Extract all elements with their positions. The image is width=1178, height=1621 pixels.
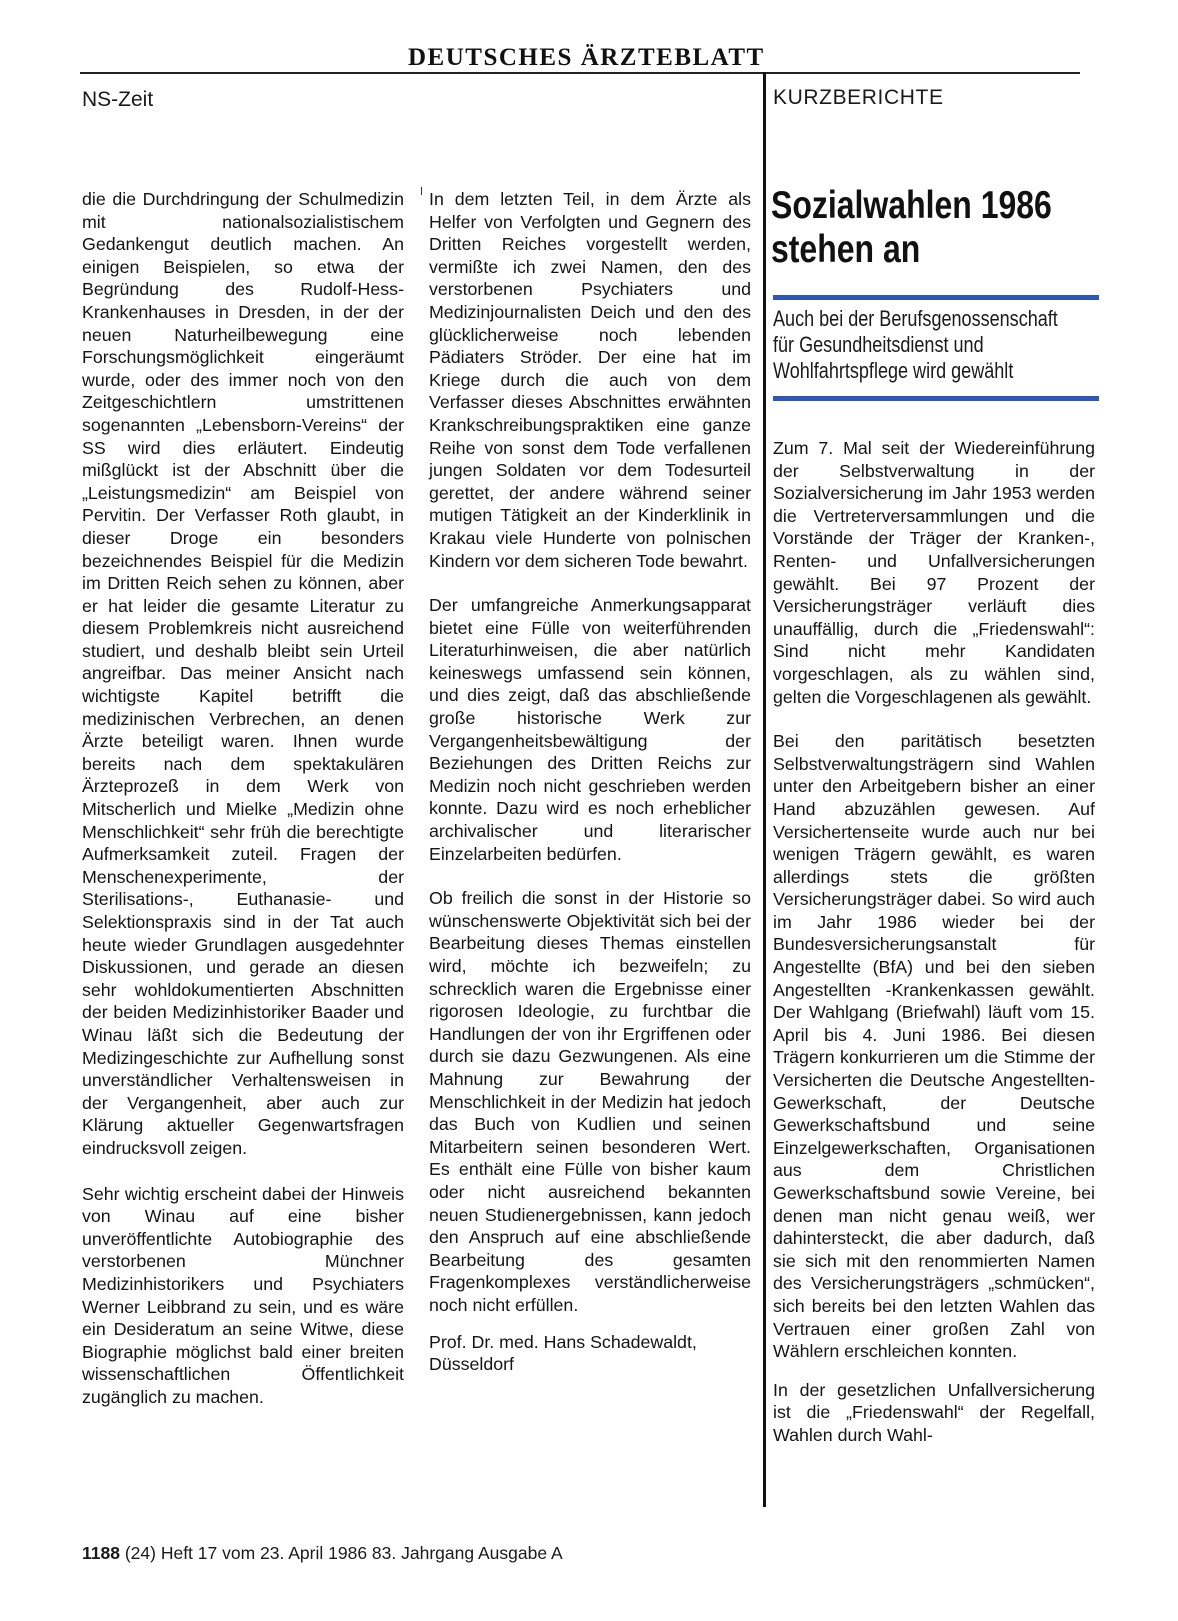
section-label-right: KURZBERICHTE	[773, 86, 944, 109]
headline-rule-top	[773, 295, 1099, 300]
column-3	[773, 437, 1095, 1469]
author-city: Düsseldorf	[429, 1354, 514, 1375]
paragraph: Bei den paritätisch besetzten Selbstverwaltungsträgern sind Wahlen unter den Arbeitgebern bisher an einer Hand abzuzählen gewesen. Auf Versichertenseite wurde auch nur bei wenigen Trägern gewählt, es waren allerdings stets die größten Versicherungsträger dabei. So wird auch im Jahr 1986 wieder bei der Bundesversicherungsanstalt für Angestellte (BfA) und bei den sieben Angestellten -Krankenkassen gewählt. Der Wahlgang (Briefwahl) läuft vom 15. April bis 4. Juni 1986. Bei diesen Trägern konkurrieren um die Stimme der Versicherten die Deutsche Angestellten-Gewerkschaft, der Deutsche Gewerkschaftsbund und seine Einzelgewerkschaften, Organisationen aus dem Christlichen Gewerkschaftsbund sowie Vereine, bei denen man nicht genau weiß, wer dahintersteckt, die aber dadurch, daß sie sich mit den renommierten Namen des Versicherungsträgers „schmücken“, sich bereits bei den letzten Wahlen das Vertrauen einer großen Zahl von Wählern erschleichen konnten.	[773, 731, 1095, 1362]
paragraph: In dem letzten Teil, in dem Ärzte als Helfer von Verfolgten und Gegnern des Dritten Reiches vorgestellt werden, vermißte ich zwei Namen, den des verstorbenen Psychiaters und Medizinjournalisten Deich und den des glücklicherweise noch lebenden Pädiaters Ströder. Der eine hat im Kriege durch die auch von dem Verfasser dieses Abschnittes erwähnten Krankschreibungspraktiken eine ganze Reihe von sonst dem Tode verfallenen jungen Soldaten vor dem Todesurteil gerettet, der andere während seiner mutigen Tätigkeit an der Kinderklinik in Krakau viele Hunderte von polnischen Kindern vor dem sicheren Tode bewahrt.	[429, 189, 751, 571]
column-divider-tick	[421, 187, 422, 195]
page-footer	[82, 1543, 563, 1564]
deck-line: Wohlfahrtspflege wird gewählt	[773, 358, 1014, 383]
paragraph: die die Durchdringung der Schulmedizin mit nationalsozialistischem Gedankengut deutlich machen. An einigen Beispielen, so etwa der Begründung des Rudolf-Hess-Krankenhauses in Dresden, in der der neuen Naturheilbewegung eine Forschungsmöglichkeit eingeräumt wurde, oder des immer noch von den Zeitgeschichtlern umstrittenen sogenannten „Lebensborn-Vereins“ der SS wird dies erläutert. Eindeutig mißglückt ist der Abschnitt über die „Leistungsmedizin“ am Beispiel von Pervitin. Der Verfasser Roth glaubt, in dieser Droge ein besonders bezeichnendes Beispiel für die Medizin im Dritten Reich sehen zu können, aber er hat leider die gesamte Literatur zu diesem Problemkreis nicht ausreichend studiert, und deshalb bleibt sein Urteil angreifbar. Das meiner Ansicht nach wichtigste Kapitel betrifft die medizinischen Verbrechen, an denen Ärzte beteiligt waren. Ihnen wurde bereits nach dem spektakulären Ärzteprozeß in dem Werk von Mitscherlich und Mielke „Medizin ohne Menschlichkeit“ sehr früh die berechtigte Aufmerksamkeit zuteil. Fragen der Menschenexperimente, der Sterilisations-, Euthanasie- und Selektionspraxis sind in der Tat auch heute wieder Grundlagen ausgedehnter Diskussionen, und gerade an diesen sehr wohldokumentierten Abschnitten der beiden Medizinhistoriker Baader und Winau läßt sich die Bedeutung der Medizingeschichte zur Aufhellung sonst unverständlicher Verhaltensweisen in der Vergangenheit, aber auch zur Klärung aktueller Gegenwartsfragen eindrucksvoll zeigen.	[82, 189, 404, 1158]
headline-rule-bottom	[773, 396, 1099, 401]
paragraph: In der gesetzlichen Unfallversicherung ist die „Friedenswahl“ der Regelfall, Wahlen durch Wahl-	[773, 1379, 1095, 1445]
author-signature	[429, 1331, 751, 1376]
masthead: DEUTSCHES ÄRZTEBLATT	[408, 44, 765, 71]
article-deck	[773, 306, 1101, 384]
section-label-left: NS-Zeit	[82, 88, 154, 111]
masthead-rule	[80, 72, 1080, 74]
page-number: 1188	[82, 1543, 120, 1563]
paragraph: Ob freilich die sonst in der Historie so wünschenswerte Objektivität sich bei der Bearbeitung dieses Themas einstellen wird, möchte ich bezweifeln; zu schrecklich waren die Ergebnisse einer rigorosen Ideologie, zu furchtbar die Handlungen der von ihr Ergriffenen oder durch sie dazu Gezwungenen. Als eine Mahnung zur Bewahrung der Menschlichkeit in der Medizin hat jedoch das Buch von Kudlien und seinen Mitarbeitern seinen besonderen Wert. Es enthält eine Fülle von bisher kaum oder nicht ausreichend bekannten neuen Studienergebnissen, kann jedoch den Anspruch auf eine abschließende Bearbeitung des gesamten Fragenkomplexes verständlicherweise noch nicht erfüllen.	[429, 888, 751, 1315]
paragraph: Zum 7. Mal seit der Wiedereinführung der Selbstverwaltung in der Sozialversicherung im Jahr 1953 werden die Vertreterversammlungen und die Vorstände der Träger der Kranken-, Renten- und Unfallversicherungen gewählt. Bei 97 Prozent der Versicherungsträger verläuft dies unauffällig, durch die „Friedenswahl“: Sind nicht mehr Kandidaten vorgeschlagen, als zu wählen sind, gelten die Vorgeschlagenen als gewählt.	[773, 438, 1095, 707]
author-name: Prof. Dr. med. Hans Schadewaldt,	[429, 1331, 697, 1352]
column-2	[429, 188, 751, 1398]
paragraph: Sehr wichtig erscheint dabei der Hinweis von Winau auf eine bisher unveröffentlichte Autobiographie des verstorbenen Münchner Medizinhistorikers und Psychiaters Werner Leibbrand zu sein, und es wäre ein Desideratum an seine Witwe, diese Biographie möglichst bald einer breiten wissenschaftlichen Öffentlichkeit zugänglich zu machen.	[82, 1183, 404, 1407]
column-divider	[763, 72, 766, 1507]
column-1	[82, 188, 404, 1430]
paragraph: Der umfangreiche Anmerkungsapparat bietet eine Fülle von weiterführenden Literaturhinweisen, die aber natürlich keineswegs umfassend sein können, und dies zeigt, daß das abschließende große historische Werk zur Vergangenheitsbewältigung der Beziehungen des Dritten Reichs zur Medizin noch nicht geschrieben werden konnte. Dazu wird es noch erheblicher archivalischer und literarischer Einzelarbeiten bedürfen.	[429, 595, 751, 864]
article-headline	[771, 184, 1052, 272]
headline-line: Sozialwahlen 1986	[771, 184, 1052, 227]
issue-info: (24) Heft 17 vom 23. April 1986 83. Jahrgang Ausgabe A	[124, 1543, 563, 1563]
deck-line: für Gesundheitsdienst und	[773, 332, 984, 357]
headline-line: stehen an	[771, 228, 921, 271]
deck-line: Auch bei der Berufsgenossenschaft	[773, 306, 1058, 331]
